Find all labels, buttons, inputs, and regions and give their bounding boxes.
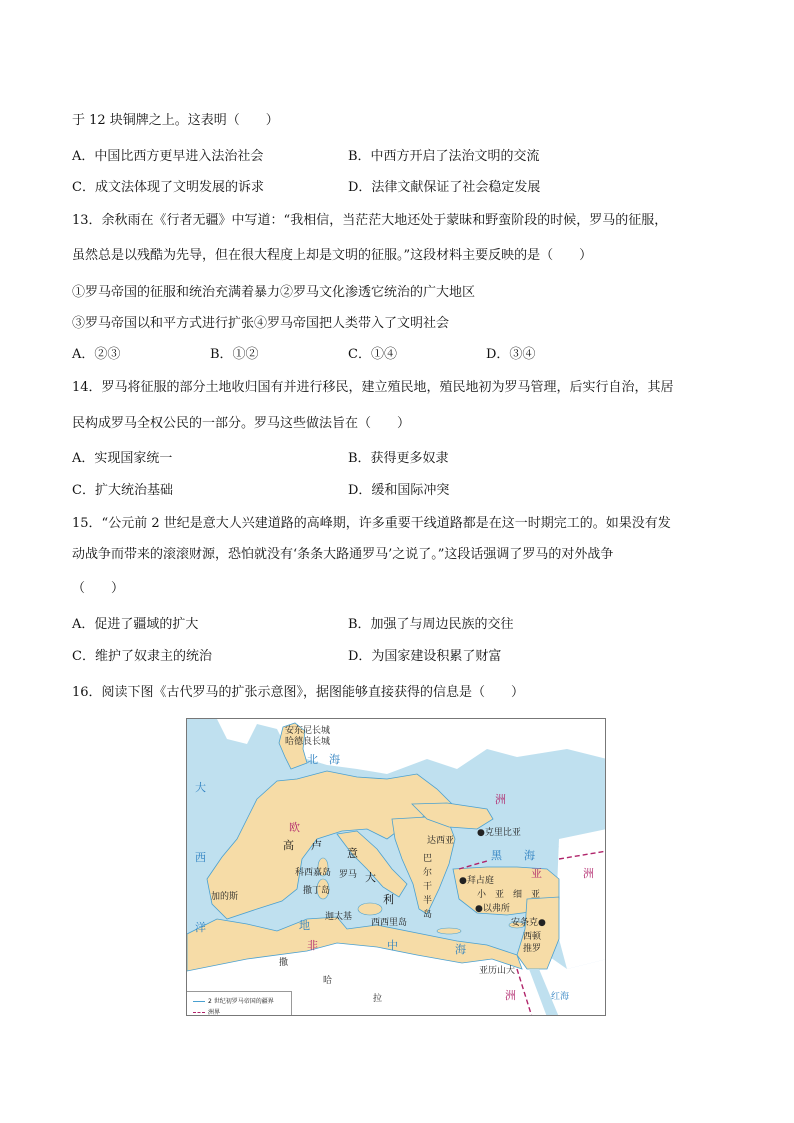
europe-label-zhou: 洲 — [495, 793, 506, 806]
balkan-label-dao: 岛 — [423, 910, 433, 920]
sicily-label: 西西里岛 — [371, 918, 408, 928]
q13-option-d[interactable]: D．③④ — [486, 347, 536, 362]
q13-option-a[interactable]: A．②③ — [72, 347, 121, 362]
legend-boundary-swatch — [193, 1012, 205, 1013]
legend-border-label: 2 世纪初罗马帝国的疆界 — [208, 998, 274, 1005]
alexandria-label: 亚历山大 — [479, 966, 516, 976]
balkan-label-ba: 巴 — [423, 854, 433, 864]
q15-option-c[interactable]: C．维护了奴隶主的统治 — [72, 649, 212, 664]
q15-option-d[interactable]: D．为国家建设积累了财富 — [348, 649, 502, 664]
q13-option-c[interactable]: C．①④ — [348, 347, 397, 362]
roman-expansion-map — [186, 718, 606, 1016]
med-label-hai: 海 — [455, 943, 466, 956]
carthage-label: 迦太基 — [325, 912, 353, 922]
sahara-label-ha: 哈 — [323, 976, 333, 986]
italy-label-li: 利 — [383, 893, 394, 906]
q15-stem-line1: 15．“公元前 2 世纪是意大人兴建道路的高峰期，许多重要干线道路都是在这一时期完工的。如果没有发 — [72, 516, 671, 531]
map-legend — [187, 991, 292, 1016]
q14-stem-line2: 民构成罗马全权公民的一部分。罗马这些做法旨在（ ） — [72, 416, 411, 431]
med-label-zhong: 中 — [387, 939, 398, 952]
asia-minor-label: 小 亚 细 亚 — [477, 890, 541, 900]
dacia-label: 达西亚 — [427, 836, 455, 846]
crete-shape — [437, 928, 461, 934]
q15-option-b[interactable]: B．加强了与周边民族的交往 — [348, 617, 514, 632]
tyre-label: 推罗 — [523, 944, 542, 954]
q13-option-b[interactable]: B．①② — [210, 347, 259, 362]
rome-label: 罗马 — [339, 870, 358, 880]
q16-stem: 16．阅读下图《古代罗马的扩张示意图》，据图能够直接获得的信息是（ ） — [72, 685, 525, 700]
legend-boundary-item — [193, 1007, 220, 1016]
balkan-label-er: 尔 — [423, 868, 433, 878]
italy-label-da: 大 — [365, 871, 376, 884]
africa-label-fei: 非 — [307, 939, 318, 952]
gaul-label-lu: 卢 — [311, 839, 322, 852]
gaul-label-gao: 高 — [283, 839, 294, 852]
byzantium-label: ●拜占庭 — [459, 876, 494, 886]
map-drawing — [187, 719, 606, 1016]
atlantic-label-xi: 西 — [195, 851, 206, 864]
asia-label-zhou: 洲 — [583, 867, 594, 880]
q13-statements-line2: ③罗马帝国以和平方式进行扩张④罗马帝国把人类带入了文明社会 — [72, 316, 450, 331]
balkan-label-gan: 干 — [423, 882, 433, 892]
atlantic-label-da: 大 — [195, 781, 206, 794]
gades-label: 加的斯 — [211, 892, 239, 902]
q15-option-a[interactable]: A．促进了疆域的扩大 — [72, 617, 199, 632]
q11-continuation: 于 12 块铜牌之上。这表明（ ） — [72, 113, 279, 128]
legend-border-item — [193, 996, 274, 1005]
hadrian-wall-label: 哈德良长城 — [285, 737, 331, 747]
italy-label-yi: 意 — [347, 847, 358, 860]
q12-option-d[interactable]: D．法律文献保证了社会稳定发展 — [348, 180, 541, 195]
sardinia-label: 撒丁岛 — [303, 886, 331, 896]
q14-stem-line1: 14．罗马将征服的部分土地收归国有并进行移民，建立殖民地，殖民地初为罗马管理，后实行自治，其居 — [72, 380, 674, 395]
sahara-label-la: 拉 — [373, 994, 383, 1004]
antioch-label: 安条克● — [511, 918, 546, 928]
q14-option-b[interactable]: B．获得更多奴隶 — [348, 451, 449, 466]
q14-option-a[interactable]: A．实现国家统一 — [72, 451, 173, 466]
red-sea-label: 红海 — [551, 992, 570, 1002]
sicily-shape — [358, 903, 382, 915]
europe-label-ou: 欧 — [289, 821, 300, 834]
atlantic-label-yang: 洋 — [195, 921, 206, 934]
q15-stem-line3: （ ） — [72, 581, 125, 596]
med-label-di: 地 — [299, 919, 310, 932]
antonine-wall-label: 安东尼长城 — [285, 726, 331, 736]
q13-statements-line1: ①罗马帝国的征服和统治充满着暴力②罗马文化渗透它统治的广大地区 — [72, 285, 476, 300]
asia-label-ya: 亚 — [531, 867, 542, 880]
q13-stem-line1: 13．余秋雨在《行者无疆》中写道：“我相信，当茫茫大地还处于蒙昧和野蛮阶段的时候，罗马的征服， — [72, 213, 668, 228]
q12-option-a[interactable]: A．中国比西方更早进入法治社会 — [72, 149, 264, 164]
sidon-label: 西顿 — [523, 932, 542, 942]
q14-option-c[interactable]: C．扩大统治基础 — [72, 483, 173, 498]
q15-stem-line2: 动战争而带来的滚滚财源，恐怕就没有‘条条大路通罗马’之说了。”这段话强调了罗马的对外战争 — [72, 547, 614, 562]
ephesus-label: ●以弗所 — [475, 904, 510, 914]
corsica-label: 科西嘉岛 — [295, 868, 332, 878]
north-sea-label: 北 海 — [307, 753, 340, 766]
sahara-label-sa: 撒 — [279, 958, 289, 968]
legend-boundary-label: 洲界 — [208, 1009, 221, 1016]
balkan-label-ban: 半 — [423, 896, 433, 906]
q13-stem-line2: 虽然总是以残酷为先导，但在很大程度上却是文明的征服。”这段材料主要反映的是（ ） — [72, 248, 593, 263]
chersonesus-label: ●克里比亚 — [477, 828, 521, 838]
black-sea-label: 黑 海 — [491, 849, 535, 862]
q12-option-b[interactable]: B．中西方开启了法治文明的交流 — [348, 149, 540, 164]
q12-option-c[interactable]: C．成文法体现了文明发展的诉求 — [72, 180, 264, 195]
africa-label-zhou: 洲 — [505, 989, 516, 1002]
outside-land-north — [187, 719, 606, 774]
legend-border-swatch — [193, 1001, 205, 1002]
q14-option-d[interactable]: D．缓和国际冲突 — [348, 483, 450, 498]
